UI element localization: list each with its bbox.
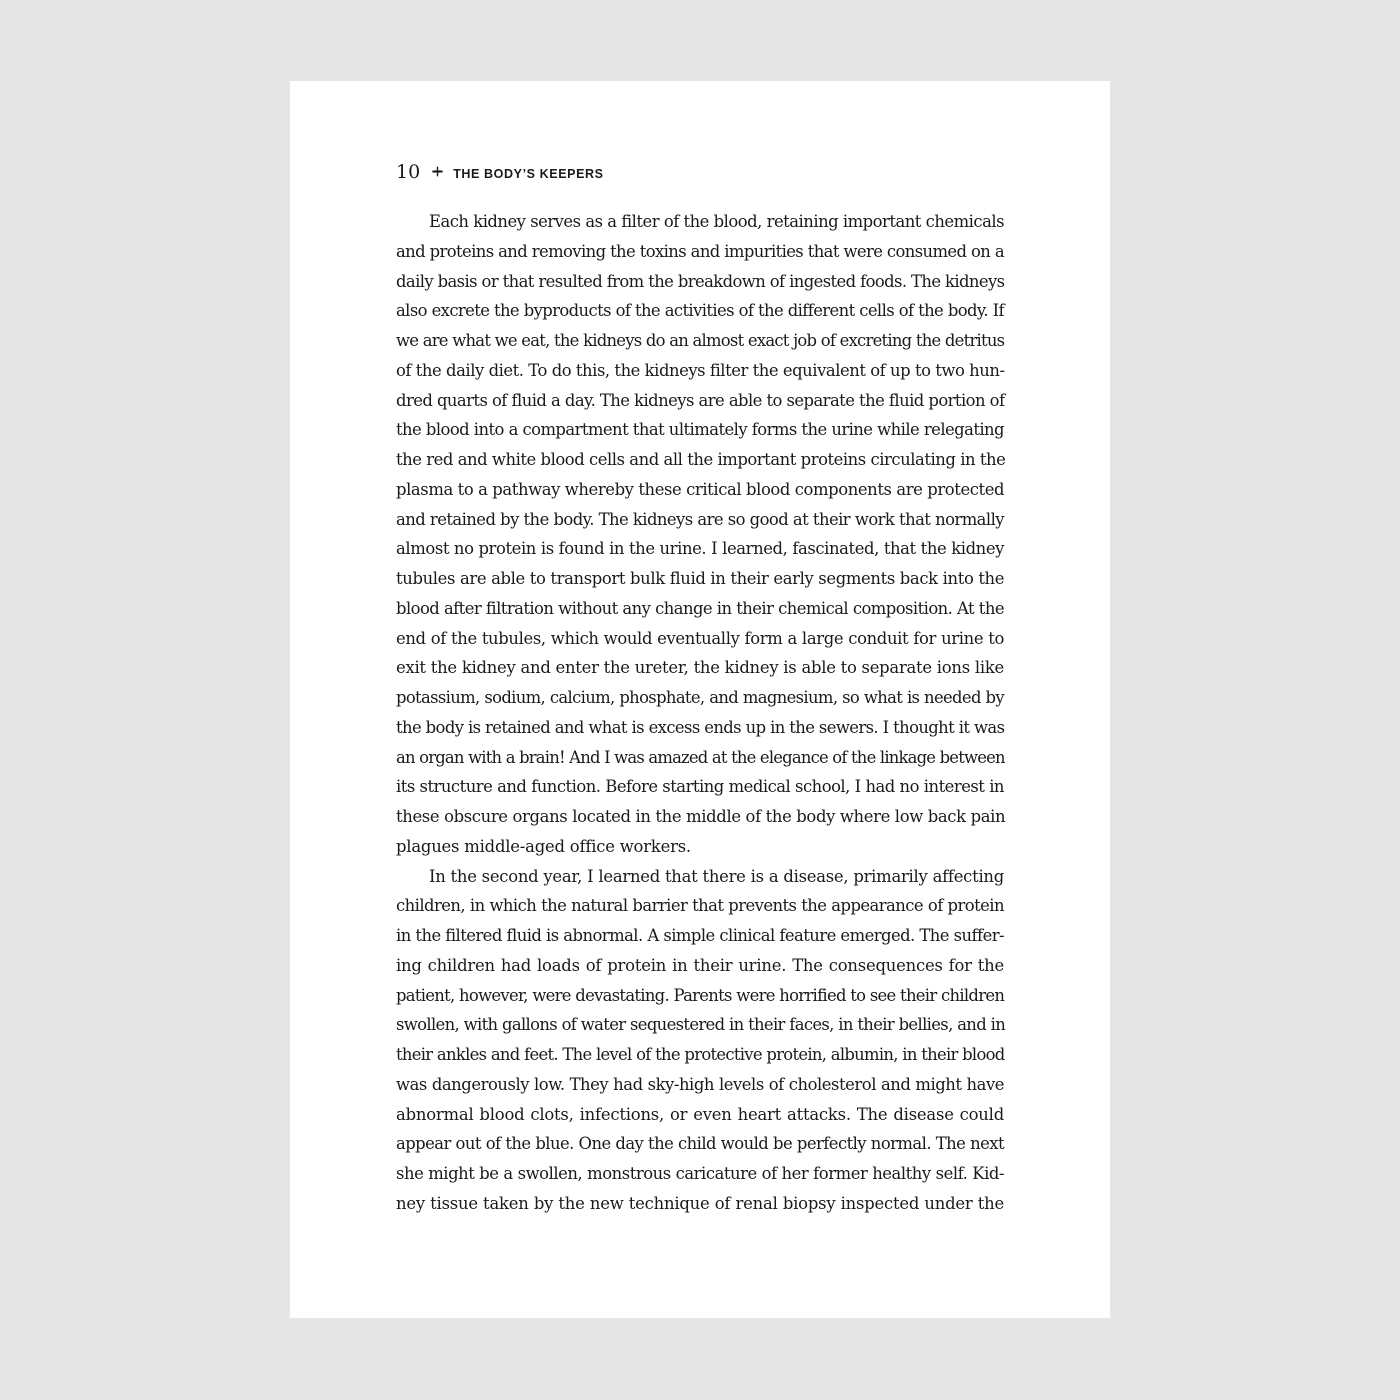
text-line: daily basis or that resulted from the breakdown of ingested foods. The kidneys xyxy=(396,271,1005,291)
text-line: ing children had loads of protein in their urine. The consequences for the xyxy=(396,955,1004,975)
text-line: an organ with a brain! And I was amazed at the elegance of the linkage between xyxy=(396,747,1005,767)
running-title: THE BODY’S KEEPERS xyxy=(453,167,604,181)
text-line: patient, however, were devastating. Parents were horrified to see their children xyxy=(396,985,1005,1005)
text-line: plasma to a pathway whereby these critical blood components are protected xyxy=(396,479,1005,499)
text-line: dred quarts of fluid a day. The kidneys are able to separate the fluid portion of xyxy=(396,390,1005,410)
page-number: 10 xyxy=(396,161,421,183)
text-line: she might be a swollen, monstrous caricature of her former healthy self. Kid- xyxy=(396,1164,1004,1183)
text-line: abnormal blood clots, infections, or even heart attacks. The disease could xyxy=(396,1104,1004,1124)
text-line: the body is retained and what is excess ends up in the sewers. I thought it was xyxy=(396,717,1005,737)
text-line: ney tissue taken by the new technique of renal biopsy inspected under the xyxy=(396,1193,1004,1213)
text-line: In the second year, I learned that there is a disease, primarily affecting xyxy=(429,866,1004,886)
text-line: we are what we eat, the kidneys do an almost exact job of excreting the detritus xyxy=(396,331,1005,350)
text-line: and proteins and removing the toxins and impurities that were consumed on a xyxy=(396,241,1005,261)
text-line: Each kidney serves as a filter of the blood, retaining important chemicals xyxy=(429,212,1004,231)
text-line: its structure and function. Before starting medical school, I had no interest in xyxy=(396,777,1004,797)
book-page xyxy=(290,81,1110,1318)
text-line: blood after filtration without any change in their chemical composition. At the xyxy=(396,598,1004,618)
text-line: these obscure organs located in the middle of the body where low back pain xyxy=(396,807,1006,826)
text-line: was dangerously low. They had sky-high levels of cholesterol and might have xyxy=(396,1074,1004,1094)
text-line: and retained by the body. The kidneys are so good at their work that normally xyxy=(396,509,1004,529)
text-line: the blood into a compartment that ultimately forms the urine while relegating xyxy=(396,420,1004,440)
text-line: in the filtered fluid is abnormal. A simple clinical feature emerged. The suffer- xyxy=(396,926,1004,945)
body-text xyxy=(396,207,1004,1219)
text-line: their ankles and feet. The level of the protective protein, albumin, in their blood xyxy=(396,1045,1005,1064)
text-line: the red and white blood cells and all the important proteins circulating in the xyxy=(396,450,1006,469)
text-line: children, in which the natural barrier that prevents the appearance of protein xyxy=(396,896,1004,916)
text-line: exit the kidney and enter the ureter, the kidney is able to separate ions like xyxy=(396,658,1004,678)
text-line: of the daily diet. To do this, the kidneys filter the equivalent of up to two hun- xyxy=(396,360,1005,380)
text-line: tubules are able to transport bulk fluid in their early segments back into the xyxy=(396,569,1005,588)
text-line: appear out of the blue. One day the child would be perfectly normal. The next xyxy=(396,1134,1004,1154)
text-line: almost no protein is found in the urine. I learned, fascinated, that the kidney xyxy=(396,539,1004,559)
text-line: potassium, sodium, calcium, phosphate, and magnesium, so what is needed by xyxy=(396,688,1004,707)
text-line: end of the tubules, which would eventually form a large conduit for urine to xyxy=(396,628,1004,648)
text-line: also excrete the byproducts of the activities of the different cells of the body. If xyxy=(396,301,1004,321)
text-line: swollen, with gallons of water sequestered in their faces, in their bellies, and in xyxy=(396,1015,1006,1035)
running-head xyxy=(396,161,604,183)
fleuron-cross-icon xyxy=(432,164,443,182)
text-line: plagues middle-aged office workers. xyxy=(396,836,691,856)
